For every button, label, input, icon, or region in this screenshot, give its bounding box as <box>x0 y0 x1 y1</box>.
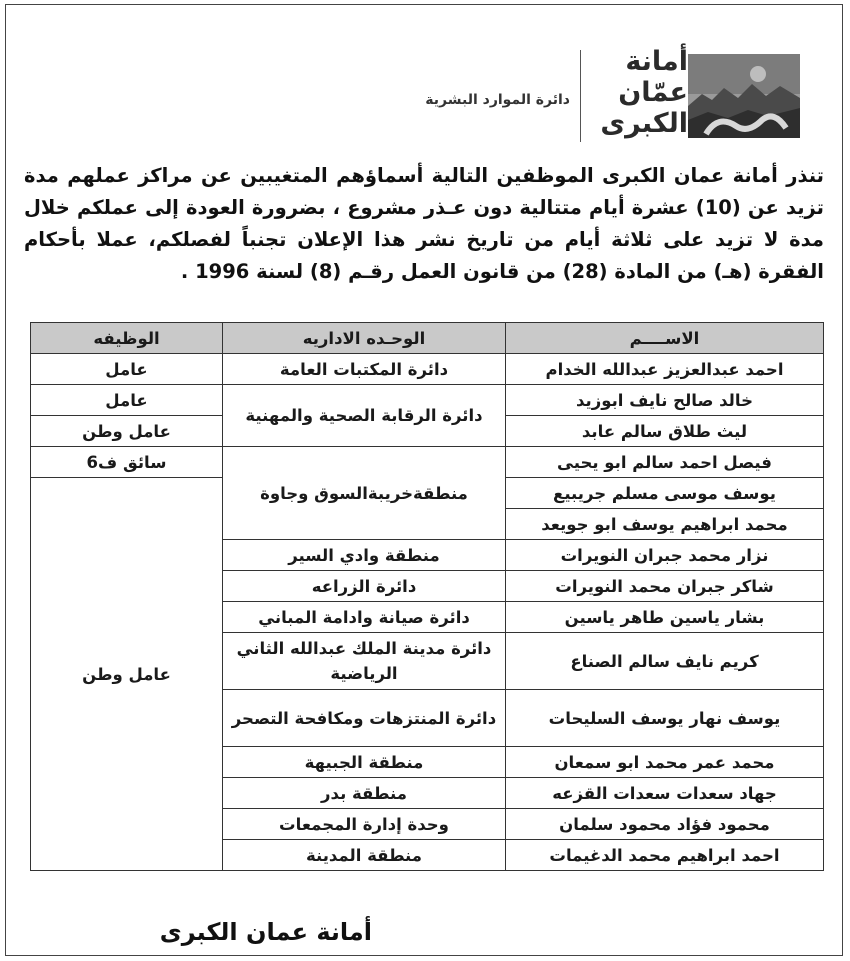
employee-unit: منطقةخريبةالسوق وجاوة <box>223 447 506 540</box>
employee-job: عامل <box>31 354 223 385</box>
employee-unit: دائرة صيانة وادامة المباني <box>223 602 506 633</box>
employee-name: يوسف نهار يوسف السليحات <box>506 690 824 747</box>
employee-unit: منطقة وادي السير <box>223 540 506 571</box>
header-divider <box>580 50 581 142</box>
table-row <box>31 385 824 416</box>
employee-unit: دائرة المنتزهات ومكافحة التصحر <box>223 690 506 747</box>
employee-name: محمود فؤاد محمود سلمان <box>506 809 824 840</box>
table-row <box>31 354 824 385</box>
employee-unit: منطقة الجبيهة <box>223 747 506 778</box>
employee-name: ليث طلاق سالم عابد <box>506 416 824 447</box>
employee-name: محمد ابراهيم يوسف ابو جويعد <box>506 509 824 540</box>
employee-name: كريم نايف سالم الصناع <box>506 633 824 690</box>
logo-line-3: الكبرى <box>600 108 688 139</box>
employee-job: عامل <box>31 385 223 416</box>
employees-table <box>30 322 824 871</box>
employee-name: احمد عبدالعزيز عبدالله الخدام <box>506 354 824 385</box>
employee-name: شاكر جبران محمد النويرات <box>506 571 824 602</box>
employee-name: فيصل احمد سالم ابو يحيى <box>506 447 824 478</box>
header-name: الاســــم <box>506 323 824 354</box>
logo <box>588 40 803 150</box>
employee-unit: دائرة المكتبات العامة <box>223 354 506 385</box>
employee-job: سائق ف6 <box>31 447 223 478</box>
employee-name: يوسف موسى مسلم جريبيع <box>506 478 824 509</box>
employee-unit: دائرة الزراعه <box>223 571 506 602</box>
employee-unit: دائرة الرقابة الصحية والمهنية <box>223 385 506 447</box>
amman-skyline-logo-icon <box>688 54 800 138</box>
employee-name: خالد صالح نايف ابوزيد <box>506 385 824 416</box>
employee-job: عامل وطن <box>31 478 223 871</box>
employee-name: محمد عمر محمد ابو سمعان <box>506 747 824 778</box>
signature: أمانة عمان الكبرى <box>159 918 372 946</box>
employee-name: جهاد سعدات سعدات القزعه <box>506 778 824 809</box>
logo-line-2: عمّان <box>618 77 688 108</box>
header-job: الوظيفه <box>31 323 223 354</box>
notice-paragraph: تنذر أمانة عمان الكبرى الموظفين التالية أسماؤهم المتغيبين عن مراكز عملهم مدة تزيد عن (10) عشرة أيام متتالية دون عـذر مشروع ، بضرورة العودة إلى عملكم خلال مدة لا تزيد على ثلاثة أيام من تاريخ نشر هذا الإعلان تجنباً لفصلكم، عملا بأحكام الفقرة (هـ) من المادة (28) من قانون العمل رقـم (8) لسنة 1996 . <box>24 164 824 283</box>
table-header-row <box>31 323 824 354</box>
logo-line-1: أمانة <box>625 46 688 77</box>
employee-name: نزار محمد جبران النويرات <box>506 540 824 571</box>
table-row <box>31 447 824 478</box>
employee-job: عامل وطن <box>31 416 223 447</box>
logo-text <box>588 46 688 139</box>
header-unit: الوحـده الاداريه <box>223 323 506 354</box>
employee-unit: وحدة إدارة المجمعات <box>223 809 506 840</box>
department-name: دائرة الموارد البشرية <box>425 92 570 108</box>
employee-name: احمد ابراهيم محمد الدغيمات <box>506 840 824 871</box>
employee-unit: منطقة بدر <box>223 778 506 809</box>
employee-unit: منطقة المدينة <box>223 840 506 871</box>
employee-unit: دائرة مدينة الملك عبدالله الثاني الرياضية <box>223 633 506 690</box>
employee-name: بشار ياسين طاهر ياسين <box>506 602 824 633</box>
